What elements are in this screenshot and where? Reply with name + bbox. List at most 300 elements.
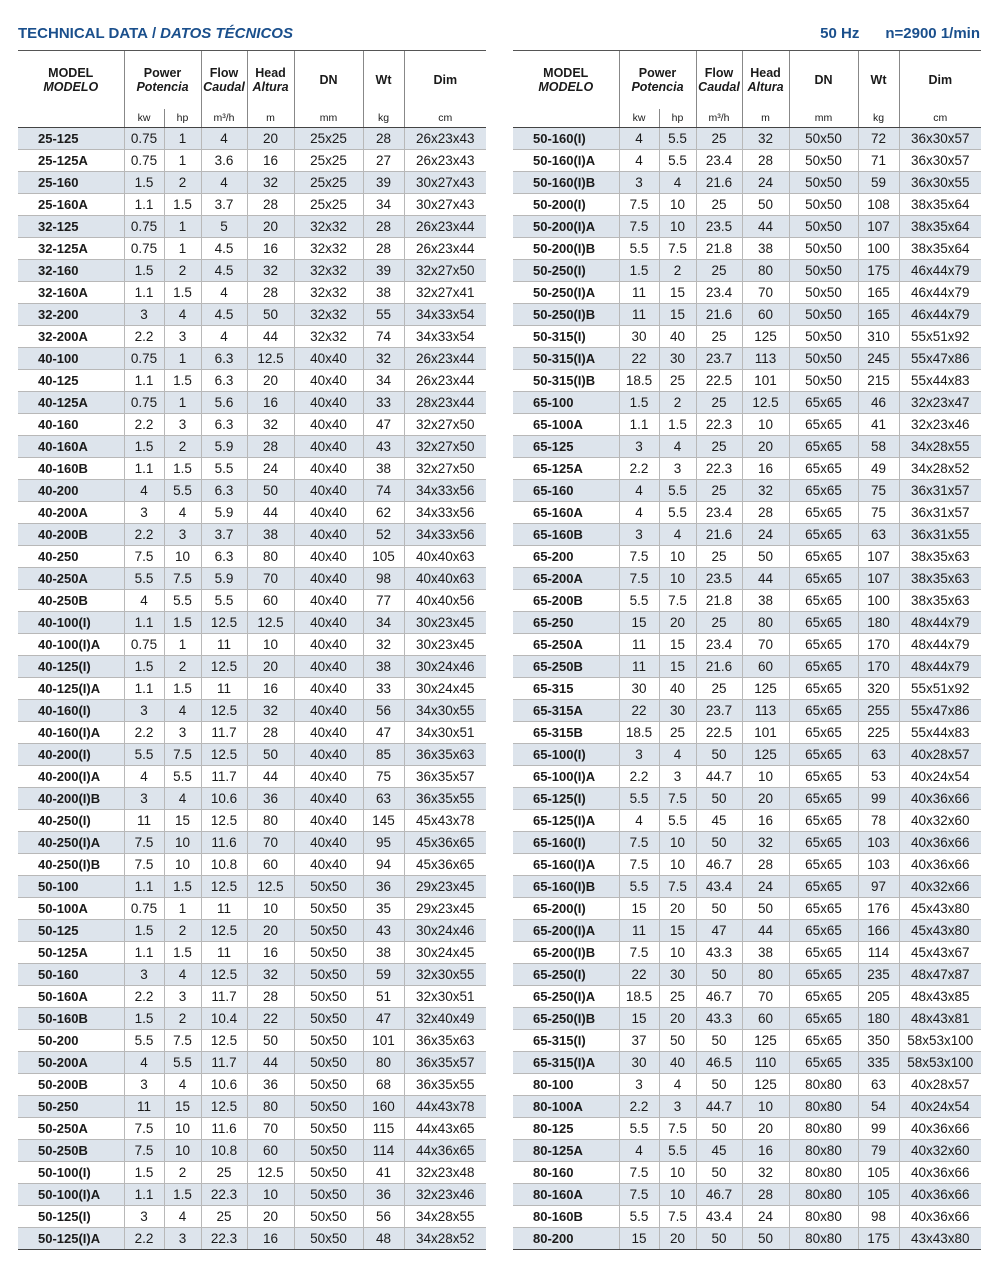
dn-cell: 32x32 — [294, 326, 363, 348]
model-cell: 40-250(I) — [18, 810, 124, 832]
dimensions-cell: 36x30x57 — [899, 128, 981, 150]
head-cell: 50 — [247, 304, 294, 326]
head-cell: 38 — [247, 524, 294, 546]
kw-cell: 22 — [619, 700, 659, 722]
kw-cell: 2.2 — [124, 986, 164, 1008]
model-cell: 32-125 — [18, 216, 124, 238]
dimensions-cell: 44x43x65 — [404, 1118, 486, 1140]
dn-cell: 40x40 — [294, 810, 363, 832]
dimensions-cell: 40x32x66 — [899, 876, 981, 898]
hp-cell: 10 — [659, 568, 696, 590]
kw-cell: 30 — [619, 326, 659, 348]
head-cell: 32 — [247, 964, 294, 986]
weight-cell: 75 — [858, 480, 899, 502]
flow-cell: 23.7 — [696, 348, 742, 370]
table-row — [513, 1184, 981, 1206]
dn-cell: 40x40 — [294, 700, 363, 722]
weight-cell: 77 — [363, 590, 404, 612]
flow-cell: 47 — [696, 920, 742, 942]
flow-cell: 25 — [696, 436, 742, 458]
dn-cell: 25x25 — [294, 150, 363, 172]
dn-cell: 50x50 — [294, 1140, 363, 1162]
hp-cell: 4 — [164, 304, 201, 326]
table-row — [18, 568, 486, 590]
table-row — [513, 1118, 981, 1140]
flow-cell: 5.5 — [201, 458, 247, 480]
dn-cell: 65x65 — [789, 458, 858, 480]
table-row — [18, 678, 486, 700]
dn-cell: 50x50 — [294, 898, 363, 920]
head-cell: 20 — [247, 656, 294, 678]
dimensions-cell: 36x35x57 — [404, 766, 486, 788]
model-cell: 50-200A — [18, 1052, 124, 1074]
table-row — [513, 766, 981, 788]
table-row — [18, 854, 486, 876]
table-row — [513, 128, 981, 150]
flow-cell: 10.4 — [201, 1008, 247, 1030]
head-cell: 125 — [742, 326, 789, 348]
head-cell: 44 — [247, 1052, 294, 1074]
head-cell: 70 — [742, 634, 789, 656]
flow-cell: 25 — [696, 612, 742, 634]
weight-cell: 170 — [858, 634, 899, 656]
hp-cell: 40 — [659, 1052, 696, 1074]
weight-cell: 175 — [858, 1228, 899, 1250]
model-cell: 65-160 — [513, 480, 619, 502]
hp-cell: 5.5 — [164, 590, 201, 612]
kw-cell: 1.5 — [124, 436, 164, 458]
flow-cell: 23.4 — [696, 282, 742, 304]
title-english: TECHNICAL DATA — [18, 25, 148, 42]
kw-cell: 5.5 — [124, 744, 164, 766]
dimensions-cell: 45x43x80 — [899, 898, 981, 920]
weight-cell: 166 — [858, 920, 899, 942]
dn-cell: 32x32 — [294, 238, 363, 260]
model-cell: 25-160 — [18, 172, 124, 194]
flow-cell: 21.6 — [696, 172, 742, 194]
dimensions-cell: 55x47x86 — [899, 700, 981, 722]
model-cell: 65-315B — [513, 722, 619, 744]
table-row — [513, 612, 981, 634]
flow-cell: 12.5 — [201, 964, 247, 986]
flow-cell: 3.6 — [201, 150, 247, 172]
flow-cell: 43.4 — [696, 1206, 742, 1228]
dimensions-cell: 45x36x65 — [404, 832, 486, 854]
kw-cell: 2.2 — [124, 524, 164, 546]
table-row — [18, 898, 486, 920]
flow-cell: 4 — [201, 326, 247, 348]
hp-cell: 3 — [164, 1228, 201, 1250]
kw-cell: 3 — [124, 788, 164, 810]
kw-cell: 1.5 — [124, 1008, 164, 1030]
head-cell: 10 — [247, 898, 294, 920]
dn-cell: 65x65 — [789, 832, 858, 854]
weight-cell: 27 — [363, 150, 404, 172]
weight-cell: 107 — [858, 216, 899, 238]
flow-cell: 4.5 — [201, 304, 247, 326]
weight-cell: 108 — [858, 194, 899, 216]
head-cell: 28 — [742, 502, 789, 524]
kw-cell: 2.2 — [619, 766, 659, 788]
head-cell: 32 — [742, 832, 789, 854]
dn-cell: 40x40 — [294, 788, 363, 810]
dimensions-cell: 44x36x65 — [404, 1140, 486, 1162]
head-cell: 24 — [742, 1206, 789, 1228]
model-cell: 65-160(I)B — [513, 876, 619, 898]
unit-wt: kg — [363, 109, 404, 128]
model-cell: 40-125A — [18, 392, 124, 414]
kw-cell: 1.1 — [124, 876, 164, 898]
dimensions-cell: 45x36x65 — [404, 854, 486, 876]
weight-cell: 72 — [858, 128, 899, 150]
kw-cell: 3 — [124, 964, 164, 986]
table-row — [513, 678, 981, 700]
weight-cell: 310 — [858, 326, 899, 348]
weight-cell: 103 — [858, 832, 899, 854]
dn-cell: 65x65 — [789, 744, 858, 766]
table-row — [18, 876, 486, 898]
head-cell: 24 — [742, 172, 789, 194]
dimensions-cell: 36x30x57 — [899, 150, 981, 172]
unit-flow: m³/h — [696, 109, 742, 128]
head-cell: 50 — [742, 898, 789, 920]
dn-cell: 65x65 — [789, 590, 858, 612]
hp-cell: 1.5 — [164, 876, 201, 898]
hp-cell: 7.5 — [164, 1030, 201, 1052]
spec-table-right — [513, 50, 981, 1250]
model-cell: 50-160(I) — [513, 128, 619, 150]
dn-cell: 40x40 — [294, 612, 363, 634]
hp-cell: 15 — [659, 920, 696, 942]
dimensions-cell: 32x27x50 — [404, 260, 486, 282]
flow-cell: 12.5 — [201, 744, 247, 766]
weight-cell: 170 — [858, 656, 899, 678]
head-cell: 10 — [742, 766, 789, 788]
dn-cell: 40x40 — [294, 590, 363, 612]
frequency-label: 50 Hz — [820, 25, 860, 42]
kw-cell: 0.75 — [124, 392, 164, 414]
flow-cell: 21.6 — [696, 524, 742, 546]
hp-cell: 4 — [164, 788, 201, 810]
kw-cell: 18.5 — [619, 722, 659, 744]
dn-cell: 40x40 — [294, 480, 363, 502]
dn-cell: 50x50 — [294, 876, 363, 898]
dn-cell: 65x65 — [789, 392, 858, 414]
head-cell: 113 — [742, 348, 789, 370]
dimensions-cell: 48x47x87 — [899, 964, 981, 986]
weight-cell: 100 — [858, 590, 899, 612]
table-row — [18, 326, 486, 348]
table-row — [513, 1206, 981, 1228]
weight-cell: 35 — [363, 898, 404, 920]
kw-cell: 5.5 — [124, 568, 164, 590]
hp-cell: 2 — [659, 392, 696, 414]
dimensions-cell: 34x33x54 — [404, 326, 486, 348]
model-cell: 40-100(I) — [18, 612, 124, 634]
head-cell: 16 — [247, 392, 294, 414]
kw-cell: 2.2 — [124, 722, 164, 744]
table-row — [513, 920, 981, 942]
weight-cell: 99 — [858, 788, 899, 810]
kw-cell: 37 — [619, 1030, 659, 1052]
weight-cell: 62 — [363, 502, 404, 524]
table-row — [18, 260, 486, 282]
dn-cell: 80x80 — [789, 1184, 858, 1206]
weight-cell: 33 — [363, 392, 404, 414]
dimensions-cell: 40x36x66 — [899, 854, 981, 876]
weight-cell: 38 — [363, 458, 404, 480]
hp-cell: 1.5 — [164, 942, 201, 964]
dimensions-cell: 32x30x51 — [404, 986, 486, 1008]
table-row — [18, 458, 486, 480]
table-row — [18, 1118, 486, 1140]
table-row — [18, 524, 486, 546]
hp-cell: 1.5 — [164, 194, 201, 216]
model-cell: 40-250(I)A — [18, 832, 124, 854]
table-row — [18, 304, 486, 326]
col-dn: DN — [789, 51, 858, 110]
flow-cell: 6.3 — [201, 546, 247, 568]
head-cell: 20 — [247, 370, 294, 392]
flow-cell: 22.5 — [696, 722, 742, 744]
dimensions-cell: 36x35x63 — [404, 1030, 486, 1052]
unit-head: m — [247, 109, 294, 128]
hp-cell: 5.5 — [659, 480, 696, 502]
weight-cell: 205 — [858, 986, 899, 1008]
weight-cell: 176 — [858, 898, 899, 920]
dn-cell: 40x40 — [294, 436, 363, 458]
table-row — [513, 1162, 981, 1184]
dn-cell: 40x40 — [294, 458, 363, 480]
head-cell: 50 — [247, 480, 294, 502]
weight-cell: 68 — [363, 1074, 404, 1096]
weight-cell: 114 — [363, 1140, 404, 1162]
head-cell: 28 — [247, 194, 294, 216]
weight-cell: 28 — [363, 216, 404, 238]
dn-cell: 65x65 — [789, 414, 858, 436]
head-cell: 16 — [247, 238, 294, 260]
model-cell: 25-160A — [18, 194, 124, 216]
dn-cell: 32x32 — [294, 216, 363, 238]
hp-cell: 1 — [164, 150, 201, 172]
kw-cell: 3 — [124, 502, 164, 524]
kw-cell: 1.5 — [124, 172, 164, 194]
dimensions-cell: 32x23x46 — [404, 1184, 486, 1206]
head-cell: 12.5 — [247, 876, 294, 898]
kw-cell: 7.5 — [124, 854, 164, 876]
head-cell: 60 — [247, 590, 294, 612]
model-cell: 50-315(I)B — [513, 370, 619, 392]
model-cell: 50-125(I) — [18, 1206, 124, 1228]
weight-cell: 98 — [363, 568, 404, 590]
hp-cell: 15 — [659, 634, 696, 656]
hp-cell: 10 — [164, 854, 201, 876]
table-row — [513, 392, 981, 414]
table-row — [18, 744, 486, 766]
head-cell: 12.5 — [247, 612, 294, 634]
model-cell: 40-125(I)A — [18, 678, 124, 700]
kw-cell: 1.5 — [124, 1162, 164, 1184]
kw-cell: 5.5 — [619, 788, 659, 810]
table-row — [18, 480, 486, 502]
dimensions-cell: 36x35x55 — [404, 788, 486, 810]
dimensions-cell: 28x23x44 — [404, 392, 486, 414]
kw-cell: 15 — [619, 612, 659, 634]
model-cell: 50-160 — [18, 964, 124, 986]
model-cell: 40-250 — [18, 546, 124, 568]
hp-cell: 3 — [659, 1096, 696, 1118]
head-cell: 36 — [247, 1074, 294, 1096]
dn-cell: 65x65 — [789, 1052, 858, 1074]
dn-cell: 65x65 — [789, 810, 858, 832]
model-cell: 50-100A — [18, 898, 124, 920]
dimensions-cell: 32x27x50 — [404, 436, 486, 458]
kw-cell: 1.5 — [619, 392, 659, 414]
hp-cell: 4 — [659, 436, 696, 458]
dn-cell: 50x50 — [294, 942, 363, 964]
head-cell: 44 — [247, 326, 294, 348]
model-cell: 32-160 — [18, 260, 124, 282]
model-cell: 40-125 — [18, 370, 124, 392]
head-cell: 44 — [247, 766, 294, 788]
kw-cell: 4 — [619, 810, 659, 832]
head-cell: 80 — [742, 260, 789, 282]
hp-cell: 5.5 — [659, 128, 696, 150]
dn-cell: 40x40 — [294, 744, 363, 766]
dimensions-cell: 29x23x45 — [404, 876, 486, 898]
col-wt: Wt — [363, 51, 404, 110]
kw-cell: 7.5 — [619, 1184, 659, 1206]
dimensions-cell: 58x53x100 — [899, 1052, 981, 1074]
weight-cell: 39 — [363, 172, 404, 194]
head-cell: 16 — [247, 150, 294, 172]
kw-cell: 1.5 — [124, 260, 164, 282]
dimensions-cell: 26x23x44 — [404, 238, 486, 260]
flow-cell: 6.3 — [201, 348, 247, 370]
dn-cell: 40x40 — [294, 568, 363, 590]
kw-cell: 4 — [124, 766, 164, 788]
spec-rows-right — [513, 128, 981, 1250]
model-cell: 80-160 — [513, 1162, 619, 1184]
hp-cell: 3 — [659, 458, 696, 480]
kw-cell: 0.75 — [124, 150, 164, 172]
table-row — [513, 282, 981, 304]
dn-cell: 32x32 — [294, 282, 363, 304]
model-cell: 40-250B — [18, 590, 124, 612]
dimensions-cell: 38x35x64 — [899, 194, 981, 216]
flow-cell: 4 — [201, 172, 247, 194]
dimensions-cell: 30x24x45 — [404, 942, 486, 964]
col-wt: Wt — [858, 51, 899, 110]
head-cell: 44 — [247, 502, 294, 524]
hp-cell: 7.5 — [659, 876, 696, 898]
kw-cell: 18.5 — [619, 370, 659, 392]
dimensions-cell: 45x43x67 — [899, 942, 981, 964]
model-cell: 50-200 — [18, 1030, 124, 1052]
weight-cell: 114 — [858, 942, 899, 964]
head-cell: 24 — [742, 876, 789, 898]
kw-cell: 7.5 — [619, 216, 659, 238]
head-cell: 70 — [247, 568, 294, 590]
flow-cell: 5 — [201, 216, 247, 238]
spec-table-left — [18, 50, 486, 1250]
model-cell: 80-100 — [513, 1074, 619, 1096]
weight-cell: 165 — [858, 282, 899, 304]
head-cell: 16 — [247, 678, 294, 700]
dn-cell: 25x25 — [294, 172, 363, 194]
dimensions-cell: 26x23x44 — [404, 348, 486, 370]
unit-dn: mm — [294, 109, 363, 128]
weight-cell: 101 — [363, 1030, 404, 1052]
kw-cell: 5.5 — [619, 590, 659, 612]
dimensions-cell: 38x35x63 — [899, 568, 981, 590]
col-flow: Flow Caudal — [696, 51, 742, 110]
kw-cell: 3 — [619, 524, 659, 546]
head-cell: 28 — [742, 150, 789, 172]
model-cell: 50-100 — [18, 876, 124, 898]
flow-cell: 5.9 — [201, 436, 247, 458]
dimensions-cell: 55x47x86 — [899, 348, 981, 370]
head-cell: 16 — [742, 458, 789, 480]
weight-cell: 180 — [858, 1008, 899, 1030]
weight-cell: 115 — [363, 1118, 404, 1140]
model-cell: 50-250(I)B — [513, 304, 619, 326]
weight-cell: 51 — [363, 986, 404, 1008]
flow-cell: 6.3 — [201, 480, 247, 502]
weight-cell: 56 — [363, 1206, 404, 1228]
hp-cell: 3 — [164, 524, 201, 546]
hp-cell: 10 — [164, 1118, 201, 1140]
flow-cell: 46.7 — [696, 1184, 742, 1206]
hp-cell: 10 — [659, 832, 696, 854]
model-cell: 40-160 — [18, 414, 124, 436]
hp-cell: 1.5 — [659, 414, 696, 436]
hp-cell: 7.5 — [659, 788, 696, 810]
flow-cell: 50 — [696, 1162, 742, 1184]
kw-cell: 7.5 — [124, 1118, 164, 1140]
head-cell: 16 — [742, 1140, 789, 1162]
kw-cell: 7.5 — [619, 942, 659, 964]
kw-cell: 2.2 — [619, 1096, 659, 1118]
weight-cell: 215 — [858, 370, 899, 392]
col-head: Head Altura — [742, 51, 789, 110]
table-row — [513, 1074, 981, 1096]
weight-cell: 47 — [363, 1008, 404, 1030]
table-row — [513, 216, 981, 238]
weight-cell: 59 — [858, 172, 899, 194]
hp-cell: 5.5 — [659, 502, 696, 524]
kw-cell: 1.1 — [124, 194, 164, 216]
hp-cell: 2 — [164, 1162, 201, 1184]
dn-cell: 40x40 — [294, 634, 363, 656]
weight-cell: 160 — [363, 1096, 404, 1118]
model-cell: 50-315(I) — [513, 326, 619, 348]
head-cell: 20 — [247, 128, 294, 150]
kw-cell: 15 — [619, 1008, 659, 1030]
model-cell: 50-160B — [18, 1008, 124, 1030]
dn-cell: 40x40 — [294, 656, 363, 678]
hp-cell: 5.5 — [164, 766, 201, 788]
table-row — [513, 722, 981, 744]
dn-cell: 40x40 — [294, 414, 363, 436]
table-row — [18, 832, 486, 854]
weight-cell: 75 — [363, 766, 404, 788]
kw-cell: 4 — [124, 480, 164, 502]
model-cell: 80-160B — [513, 1206, 619, 1228]
head-cell: 125 — [742, 1030, 789, 1052]
model-cell: 50-100(I) — [18, 1162, 124, 1184]
hp-cell: 1.5 — [164, 612, 201, 634]
